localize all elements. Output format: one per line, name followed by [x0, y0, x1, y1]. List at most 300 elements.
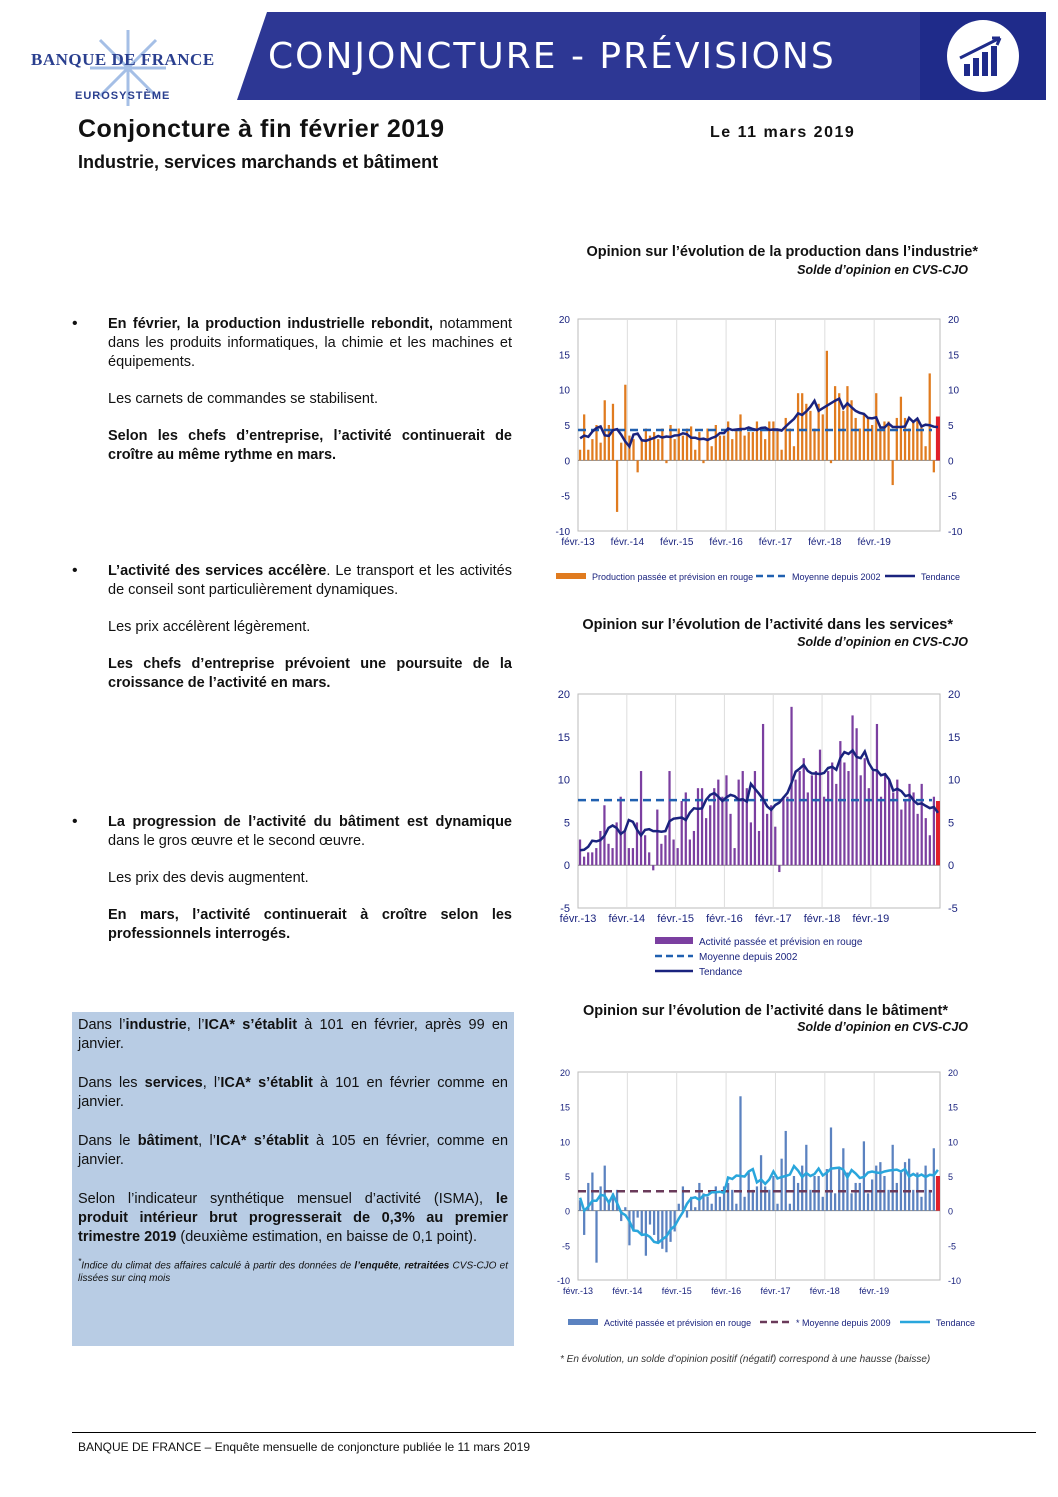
- bar: [599, 1186, 601, 1210]
- bar: [657, 1211, 659, 1242]
- bar: [698, 432, 700, 460]
- bar: [640, 771, 642, 865]
- x-tick-label: févr.-14: [612, 1286, 643, 1296]
- bar: [677, 848, 679, 865]
- bar: [739, 1096, 741, 1210]
- bar: [851, 715, 853, 865]
- y-tick-label-right: 15: [948, 350, 960, 362]
- x-tick-label: févr.-16: [711, 1286, 742, 1296]
- y-tick-label-right: 5: [948, 817, 955, 830]
- bar: [752, 1190, 754, 1211]
- bar: [776, 1204, 778, 1211]
- bar: [756, 1186, 758, 1210]
- bar: [863, 414, 865, 460]
- bar: [768, 421, 770, 460]
- bar: [717, 780, 719, 866]
- bar: [579, 840, 581, 866]
- bar: [811, 775, 813, 865]
- y-tick-label: 15: [557, 731, 570, 744]
- bar: [904, 801, 906, 865]
- bar: [661, 1211, 663, 1249]
- chart-construction-title: Opinion sur l’évolution de l’activité dans le bâtiment*: [583, 1003, 948, 1019]
- y-tick-label-right: 0: [948, 860, 955, 873]
- x-tick-label: févr.-13: [561, 537, 595, 548]
- chart-services: [540, 680, 980, 980]
- bar: [669, 1211, 671, 1242]
- plot-frame: [578, 1072, 940, 1280]
- bar: [924, 446, 926, 460]
- bar: [924, 1166, 926, 1211]
- bar: [801, 1166, 803, 1211]
- bar: [698, 1183, 700, 1211]
- bar: [794, 780, 796, 866]
- y-tick-label-right: 20: [948, 315, 960, 326]
- bar: [661, 429, 663, 461]
- bar: [776, 429, 778, 461]
- bullet-icon: •: [72, 813, 78, 830]
- legend-label: Activité passée et prévision en rouge: [699, 937, 863, 948]
- bar: [611, 848, 613, 865]
- bar: [770, 805, 772, 865]
- x-tick-label: févr.-14: [608, 913, 646, 925]
- bar: [843, 762, 845, 865]
- bar: [803, 758, 805, 865]
- bar: [823, 797, 825, 865]
- bar: [801, 393, 803, 460]
- bar: [809, 411, 811, 460]
- bar: [842, 411, 844, 460]
- bar: [867, 1193, 869, 1210]
- legend-label: Moyenne depuis 2002: [699, 952, 798, 963]
- bar: [793, 1176, 795, 1211]
- bar: [912, 421, 914, 460]
- industry-summary: [72, 315, 512, 483]
- services-lead-rest: . Le transport et les activités de conseil sont particulièrement dynamiques.: [108, 563, 512, 598]
- services-prices: Les prix accélèrent légèrement.: [108, 619, 311, 635]
- x-tick-label: févr.-16: [706, 913, 743, 925]
- logo-subtext: EUROSYSTÈME: [75, 90, 171, 102]
- bar: [855, 728, 857, 865]
- bar: [620, 443, 622, 461]
- bar: [912, 1190, 914, 1211]
- bar: [731, 1190, 733, 1211]
- bar: [649, 1211, 651, 1225]
- legend-label: Tendance: [699, 967, 743, 978]
- bar: [819, 750, 821, 866]
- x-tick-label: févr.-17: [760, 1286, 791, 1296]
- industry-lead: En février, la production industrielle rebondit,: [108, 316, 434, 332]
- bar: [880, 797, 882, 865]
- bar: [632, 439, 634, 460]
- bar: [917, 814, 919, 865]
- construction-lead: La progression de l’activité du bâtiment est dynamique: [108, 814, 512, 830]
- bar: [876, 724, 878, 865]
- bar: [842, 1148, 844, 1210]
- bar: [632, 848, 634, 865]
- bar: [665, 1211, 667, 1253]
- bar: [743, 1197, 745, 1211]
- bar: [813, 429, 815, 461]
- bar: [929, 373, 931, 460]
- y-tick-label-right: 10: [948, 774, 961, 787]
- y-tick-label: -5: [561, 491, 570, 503]
- y-tick-label: -10: [555, 527, 570, 538]
- y-tick-label: 20: [558, 315, 570, 326]
- bar: [875, 393, 877, 460]
- bar: [916, 418, 918, 460]
- bar: [809, 1190, 811, 1211]
- y-tick-label-right: -5: [948, 903, 958, 915]
- bar: [867, 418, 869, 460]
- y-tick-label: 5: [564, 1172, 570, 1182]
- bar: [920, 1197, 922, 1211]
- y-tick-label: 15: [559, 1102, 570, 1113]
- bar: [660, 844, 662, 865]
- bar: [711, 446, 713, 460]
- y-tick-label-right: -5: [948, 1241, 957, 1252]
- bar: [674, 1211, 676, 1232]
- bullet-icon: •: [72, 562, 78, 579]
- bar: [595, 1211, 597, 1263]
- bar: [835, 784, 837, 865]
- bar: [637, 460, 639, 472]
- bar: [721, 797, 723, 865]
- y-tick-label: 0: [564, 1206, 570, 1217]
- bar: [628, 848, 630, 865]
- industry-outlook: Selon les chefs d’entreprise, l’activité continuerait de croître au même rythme en mars.: [108, 428, 512, 463]
- bar: [908, 429, 910, 461]
- bar: [900, 810, 902, 866]
- bar: [846, 386, 848, 460]
- bar: [624, 385, 626, 461]
- y-tick-label: 10: [559, 1137, 570, 1148]
- x-tick-label: févr.-15: [657, 913, 694, 925]
- bar: [743, 436, 745, 461]
- x-tick-label: févr.-19: [857, 537, 891, 548]
- services-lead: L’activité des services accélère: [108, 563, 327, 579]
- bar: [754, 771, 756, 865]
- bar: [729, 814, 731, 865]
- x-tick-label: févr.-13: [559, 913, 597, 925]
- bar: [733, 848, 735, 865]
- bar: [752, 432, 754, 460]
- bar: [725, 775, 727, 865]
- bar: [807, 792, 809, 865]
- bar: [827, 771, 829, 865]
- legend-swatch-bars: [568, 1319, 598, 1325]
- bar: [678, 1204, 680, 1211]
- bar: [815, 771, 817, 865]
- bar: [748, 432, 750, 460]
- x-tick-label: févr.-15: [661, 1286, 692, 1296]
- bar: [637, 1211, 639, 1218]
- chart-industry: [540, 305, 980, 590]
- bar: [735, 1204, 737, 1211]
- bar: [723, 436, 725, 461]
- ica-construction: Dans le bâtiment, l’ICA* s’établit à 105 en février, comme en janvier.: [78, 1133, 509, 1168]
- bar: [657, 439, 659, 460]
- ica-services: Dans les services, l’ICA* s’établit à 101 en février comme en janvier.: [78, 1075, 509, 1110]
- x-tick-label: févr.-16: [709, 537, 743, 548]
- bar: [830, 460, 832, 463]
- bar: [789, 1204, 791, 1211]
- bar: [786, 797, 788, 865]
- x-tick-label: févr.-19: [859, 1286, 890, 1296]
- chart-growth-icon: [920, 12, 1046, 100]
- bar-forecast: [936, 1176, 940, 1211]
- construction-prices: Les prix des devis augmentent.: [108, 870, 309, 886]
- bar: [813, 1176, 815, 1211]
- y-tick-label-right: 5: [948, 421, 954, 432]
- bar: [892, 460, 894, 485]
- bar: [871, 1179, 873, 1210]
- bar: [789, 429, 791, 461]
- legend-label: Moyenne depuis 2002: [792, 572, 881, 582]
- footer: BANQUE DE FRANCE – Enquête mensuelle de conjoncture publiée le 11 mars 2019: [78, 1440, 531, 1454]
- logo-text: BANQUE DE FRANCE: [31, 50, 215, 69]
- services-summary: [72, 562, 512, 711]
- bar: [892, 1145, 894, 1211]
- bdf-logo: [28, 28, 228, 108]
- bar: [686, 1211, 688, 1218]
- y-tick-label-right: -10: [948, 527, 963, 538]
- bar: [693, 831, 695, 865]
- bar: [678, 429, 680, 461]
- bar: [780, 450, 782, 461]
- bar: [933, 460, 935, 472]
- bar: [579, 450, 581, 461]
- bar: [731, 439, 733, 460]
- bar: [690, 426, 692, 460]
- y-tick-label: -5: [560, 903, 570, 915]
- bar: [799, 771, 801, 865]
- bar: [756, 421, 758, 460]
- bar: [706, 429, 708, 461]
- bar: [859, 1183, 861, 1211]
- y-tick-label-right: 10: [948, 385, 960, 397]
- bar: [624, 1207, 626, 1210]
- bar: [689, 840, 691, 866]
- legend-swatch-bars: [655, 937, 693, 944]
- bullet-icon: •: [72, 315, 78, 332]
- bar: [908, 1159, 910, 1211]
- x-tick-label: févr.-14: [610, 537, 645, 548]
- bar: [760, 429, 762, 461]
- y-tick-label: -5: [561, 1241, 570, 1252]
- bar: [887, 1190, 889, 1211]
- industry-lead-rest: notamment dans les produits informatiques, la chimie et les machines et équipements.: [108, 316, 512, 370]
- bar: [664, 835, 666, 865]
- bar: [847, 771, 849, 865]
- bar: [616, 460, 618, 512]
- bar: [764, 439, 766, 460]
- legend-label: Production passée et prévision en rouge: [592, 572, 754, 582]
- y-tick-label: 0: [563, 860, 570, 873]
- y-tick-label-right: -5: [948, 491, 957, 503]
- bar: [782, 797, 784, 865]
- chart-construction: [540, 1060, 980, 1340]
- y-tick-label-right: 10: [948, 1137, 959, 1148]
- bar: [772, 1176, 774, 1211]
- bar: [884, 775, 886, 865]
- bar: [778, 865, 780, 872]
- isma-gdp: Selon l’indicateur synthétique mensuel d’activité (ISMA), le produit intérieur brut progresserait de 0,3% au premier trimestre 2019 (deuxième estimation, en baisse de 0,1 point).: [78, 1191, 508, 1245]
- bar: [896, 418, 898, 460]
- bar: [706, 1197, 708, 1211]
- bar: [583, 1211, 585, 1235]
- bar: [925, 818, 927, 865]
- bar: [887, 421, 889, 460]
- bar: [859, 429, 861, 461]
- bar: [711, 1204, 713, 1211]
- bar: [719, 1197, 721, 1211]
- bar: [599, 831, 601, 865]
- bar: [694, 450, 696, 461]
- chart-industry-title: Opinion sur l’évolution de la production dans l’industrie*: [586, 244, 978, 260]
- ica-summary-box: [72, 1012, 514, 1346]
- bar: [758, 831, 760, 865]
- bar: [591, 852, 593, 865]
- bar: [719, 436, 721, 461]
- y-tick-label: 5: [564, 421, 570, 432]
- bar: [587, 852, 589, 865]
- bar: [805, 1145, 807, 1211]
- chart-industry-subtitle: Solde d’opinion en CVS-CJO: [797, 263, 968, 277]
- bar: [929, 1190, 931, 1211]
- bar: [838, 1169, 840, 1211]
- bar: [685, 792, 687, 865]
- y-tick-label: 0: [564, 456, 570, 468]
- bar: [656, 810, 658, 866]
- bar: [774, 827, 776, 866]
- document-title: Conjoncture à fin février 2019: [78, 115, 445, 143]
- bar: [750, 822, 752, 865]
- chart-construction-subtitle: Solde d’opinion en CVS-CJO: [797, 1020, 968, 1034]
- x-tick-label: févr.-13: [562, 1286, 594, 1296]
- bar: [709, 805, 711, 865]
- bar: [628, 1211, 630, 1246]
- x-tick-label: févr.-17: [758, 537, 793, 548]
- y-tick-label: 20: [557, 689, 570, 701]
- bar: [864, 758, 866, 865]
- bar: [831, 762, 833, 865]
- legend-label: * Moyenne depuis 2009: [796, 1318, 891, 1328]
- y-tick-label: 20: [559, 1068, 570, 1078]
- x-tick-label: févr.-18: [809, 1286, 840, 1296]
- bar: [797, 393, 799, 460]
- ica-industry: Dans l’industrie, l’ICA* s’établit à 101 en février, après 99 en janvier.: [78, 1017, 508, 1052]
- y-tick-label-right: 15: [948, 731, 961, 744]
- bar: [855, 418, 857, 460]
- y-tick-label-right: 15: [948, 1102, 959, 1113]
- x-tick-label: févr.-15: [660, 537, 694, 548]
- bar: [860, 775, 862, 865]
- x-tick-label: févr.-19: [852, 913, 890, 925]
- bar: [591, 439, 593, 460]
- bar: [826, 1169, 828, 1211]
- publication-title: CONJONCTURE - PRÉVISIONS: [268, 36, 836, 77]
- bar: [705, 818, 707, 865]
- bar: [665, 460, 667, 463]
- bar: [780, 1159, 782, 1211]
- bar: [834, 1193, 836, 1210]
- bar: [644, 835, 646, 865]
- bar: [879, 429, 881, 461]
- header-icon-box: [920, 12, 1046, 100]
- y-tick-label-right: 0: [948, 456, 954, 468]
- footer-divider: [72, 1432, 1036, 1433]
- bar: [879, 1162, 881, 1211]
- bar: [641, 439, 643, 460]
- bar: [668, 771, 670, 865]
- bar: [742, 771, 744, 865]
- bar: [607, 844, 609, 865]
- bar: [735, 429, 737, 461]
- bar: [652, 865, 654, 870]
- bar: [674, 439, 676, 460]
- y-tick-label-right: 5: [948, 1172, 954, 1182]
- bar: [834, 386, 836, 460]
- bar: [793, 446, 795, 460]
- y-tick-label-right: 0: [948, 1206, 954, 1217]
- chart-services-subtitle: Solde d’opinion en CVS-CJO: [797, 635, 968, 649]
- bar: [872, 771, 874, 865]
- bar: [641, 1211, 643, 1235]
- bar: [739, 414, 741, 460]
- chart-services-title: Opinion sur l’évolution de l’activité dans les services*: [582, 617, 953, 633]
- bar: [727, 1183, 729, 1211]
- legend-label: Activité passée et prévision en rouge: [604, 1318, 752, 1328]
- bar: [850, 1193, 852, 1210]
- legend-label: Tendance: [921, 572, 961, 582]
- bar: [912, 792, 914, 865]
- construction-lead-rest: dans le gros œuvre et le second œuvre.: [108, 833, 366, 849]
- bar: [587, 450, 589, 461]
- bar: [896, 780, 898, 866]
- services-outlook: Les chefs d’entreprise prévoient une poursuite de la croissance de l’activité en mars.: [108, 656, 512, 691]
- y-tick-label: 15: [558, 350, 570, 362]
- y-tick-label: -10: [556, 1276, 570, 1286]
- bar: [888, 780, 890, 866]
- construction-outlook: En mars, l’activité continuerait à croître selon les professionnels interrogés.: [108, 907, 512, 942]
- x-tick-label: févr.-18: [803, 913, 841, 925]
- bar: [933, 1148, 935, 1210]
- y-tick-label: 5: [563, 817, 570, 830]
- bar: [682, 436, 684, 461]
- bar: [855, 1183, 857, 1211]
- bar: [766, 814, 768, 865]
- x-tick-label: févr.-18: [808, 537, 842, 548]
- bar-forecast: [936, 417, 940, 461]
- bar: [760, 1155, 762, 1210]
- chart-footnote: * En évolution, un solde d’opinion positif (négatif) correspond à une hausse (baisse): [560, 1354, 931, 1365]
- bar: [762, 724, 764, 865]
- legend-label: Tendance: [936, 1318, 976, 1328]
- bar: [900, 397, 902, 461]
- document-date: Le 11 mars 2019: [710, 124, 856, 141]
- bar: [645, 429, 647, 461]
- bar: [896, 1183, 898, 1211]
- bar: [648, 852, 650, 865]
- bar: [702, 460, 704, 463]
- construction-summary: [72, 813, 512, 962]
- bar: [822, 414, 824, 460]
- y-tick-label-right: -10: [948, 1276, 962, 1286]
- bar: [595, 848, 597, 865]
- bar: [768, 1190, 770, 1211]
- bar: [772, 421, 774, 460]
- bar: [892, 792, 894, 865]
